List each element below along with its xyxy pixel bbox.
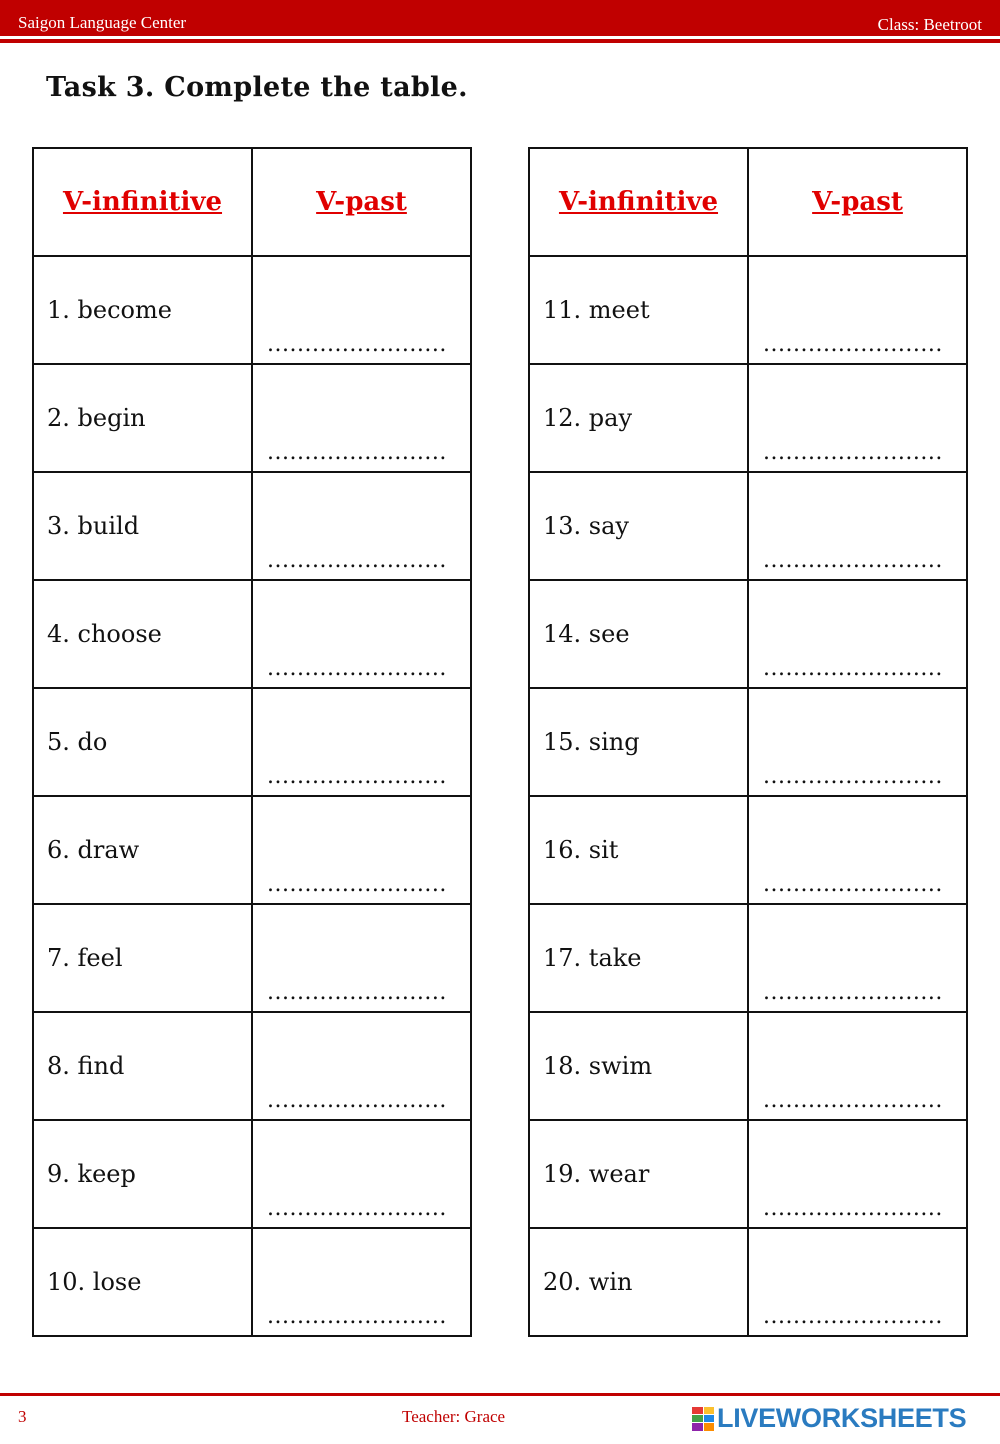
verb-infinitive: 8. find bbox=[33, 1012, 252, 1120]
table-header-row bbox=[529, 148, 967, 256]
verb-infinitive: 16. sit bbox=[529, 796, 748, 904]
verb-infinitive: 4. choose bbox=[33, 580, 252, 688]
verb-past-answer-cell[interactable] bbox=[252, 1120, 471, 1228]
verb-infinitive: 15. sing bbox=[529, 688, 748, 796]
logo-text: LIVEWORKSHEETS bbox=[717, 1403, 967, 1433]
verb-table-left bbox=[32, 147, 472, 1337]
verb-infinitive: 1. become bbox=[33, 256, 252, 364]
verb-infinitive: 20. win bbox=[529, 1228, 748, 1336]
verb-past-answer-cell[interactable] bbox=[252, 580, 471, 688]
verb-table-right bbox=[528, 147, 968, 1337]
table-row bbox=[33, 1228, 471, 1336]
verb-past-answer-cell[interactable] bbox=[252, 256, 471, 364]
answer-blank[interactable]: ........................ bbox=[763, 656, 943, 681]
table-row bbox=[529, 688, 967, 796]
table-row bbox=[33, 580, 471, 688]
school-name: Saigon Language Center bbox=[18, 13, 187, 32]
answer-blank[interactable]: ........................ bbox=[763, 872, 943, 897]
verb-past-answer-cell[interactable] bbox=[748, 688, 967, 796]
table-row bbox=[529, 904, 967, 1012]
table-header-row bbox=[33, 148, 471, 256]
liveworksheets-icon bbox=[692, 1407, 714, 1431]
verb-past-answer-cell[interactable] bbox=[252, 904, 471, 1012]
task-title: Task 3. Complete the table. bbox=[46, 72, 468, 103]
verb-past-answer-cell[interactable] bbox=[252, 688, 471, 796]
verb-past-answer-cell[interactable] bbox=[748, 364, 967, 472]
table-row bbox=[529, 472, 967, 580]
table-row bbox=[33, 472, 471, 580]
past-header: V-past bbox=[252, 148, 471, 256]
table-row bbox=[33, 904, 471, 1012]
answer-blank[interactable]: ........................ bbox=[267, 872, 447, 897]
answer-blank[interactable]: ........................ bbox=[763, 764, 943, 789]
verb-past-answer-cell[interactable] bbox=[252, 796, 471, 904]
table-row bbox=[529, 580, 967, 688]
answer-blank[interactable]: ........................ bbox=[267, 656, 447, 681]
verb-infinitive: 5. do bbox=[33, 688, 252, 796]
footer-divider bbox=[0, 1393, 1000, 1396]
verb-infinitive: 6. draw bbox=[33, 796, 252, 904]
answer-blank[interactable]: ........................ bbox=[267, 764, 447, 789]
table-row bbox=[33, 364, 471, 472]
verb-infinitive: 18. swim bbox=[529, 1012, 748, 1120]
verb-past-answer-cell[interactable] bbox=[748, 796, 967, 904]
infinitive-header: V-infinitive bbox=[33, 148, 252, 256]
answer-blank[interactable]: ........................ bbox=[763, 1304, 943, 1329]
table-row bbox=[33, 1120, 471, 1228]
answer-blank[interactable]: ........................ bbox=[267, 980, 447, 1005]
answer-blank[interactable]: ........................ bbox=[763, 1088, 943, 1113]
verb-infinitive: 2. begin bbox=[33, 364, 252, 472]
verb-infinitive: 17. take bbox=[529, 904, 748, 1012]
header-divider bbox=[0, 39, 1000, 43]
verb-infinitive: 12. pay bbox=[529, 364, 748, 472]
verb-infinitive: 11. meet bbox=[529, 256, 748, 364]
verb-past-answer-cell[interactable] bbox=[748, 256, 967, 364]
table-row bbox=[529, 364, 967, 472]
verb-past-answer-cell[interactable] bbox=[252, 1228, 471, 1336]
verb-past-answer-cell[interactable] bbox=[252, 472, 471, 580]
verb-infinitive: 14. see bbox=[529, 580, 748, 688]
answer-blank[interactable]: ........................ bbox=[763, 548, 943, 573]
verb-past-answer-cell[interactable] bbox=[748, 1228, 967, 1336]
answer-blank[interactable]: ........................ bbox=[763, 1196, 943, 1221]
past-header: V-past bbox=[748, 148, 967, 256]
class-name: Class: Beetroot bbox=[877, 15, 982, 34]
table-row bbox=[529, 1012, 967, 1120]
table-row bbox=[33, 688, 471, 796]
table-row bbox=[33, 256, 471, 364]
verb-infinitive: 19. wear bbox=[529, 1120, 748, 1228]
answer-blank[interactable]: ........................ bbox=[267, 1196, 447, 1221]
table-row bbox=[529, 1228, 967, 1336]
answer-blank[interactable]: ........................ bbox=[267, 1304, 447, 1329]
verb-infinitive: 10. lose bbox=[33, 1228, 252, 1336]
liveworksheets-logo bbox=[692, 1403, 966, 1434]
answer-blank[interactable]: ........................ bbox=[763, 440, 943, 465]
answer-blank[interactable]: ........................ bbox=[267, 440, 447, 465]
verb-past-answer-cell[interactable] bbox=[748, 904, 967, 1012]
verb-past-answer-cell[interactable] bbox=[748, 580, 967, 688]
verb-infinitive: 9. keep bbox=[33, 1120, 252, 1228]
table-row bbox=[33, 796, 471, 904]
verb-past-answer-cell[interactable] bbox=[748, 1120, 967, 1228]
answer-blank[interactable]: ........................ bbox=[763, 332, 943, 357]
verb-infinitive: 7. feel bbox=[33, 904, 252, 1012]
verb-past-answer-cell[interactable] bbox=[748, 472, 967, 580]
page-number: 3 bbox=[18, 1407, 27, 1426]
answer-blank[interactable]: ........................ bbox=[763, 980, 943, 1005]
table-row bbox=[33, 1012, 471, 1120]
infinitive-header: V-infinitive bbox=[529, 148, 748, 256]
verb-infinitive: 3. build bbox=[33, 472, 252, 580]
table-row bbox=[529, 1120, 967, 1228]
teacher-name: Teacher: Grace bbox=[402, 1407, 506, 1426]
table-row bbox=[529, 256, 967, 364]
verb-past-answer-cell[interactable] bbox=[252, 364, 471, 472]
table-row bbox=[529, 796, 967, 904]
answer-blank[interactable]: ........................ bbox=[267, 1088, 447, 1113]
answer-blank[interactable]: ........................ bbox=[267, 548, 447, 573]
verb-past-answer-cell[interactable] bbox=[748, 1012, 967, 1120]
verb-infinitive: 13. say bbox=[529, 472, 748, 580]
answer-blank[interactable]: ........................ bbox=[267, 332, 447, 357]
verb-past-answer-cell[interactable] bbox=[252, 1012, 471, 1120]
